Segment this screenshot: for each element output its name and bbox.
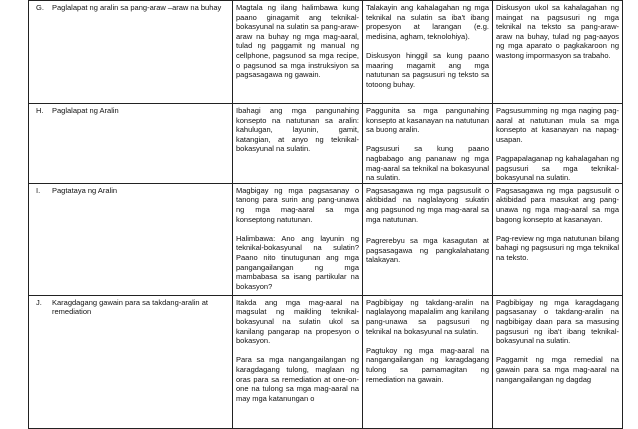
row-label: Karagdagang gawain para sa takdang-aralin at remediation <box>52 297 208 317</box>
cell-paragraph: Magtala ng ilang halimbawa kung paano ginagamit ang teknikal-bokasyunal na sulatin sa pang-araw-araw na buhay ng mga mag-aaral, tulad ng paggamit ng manual ng cellphone, pagsunod sa mga recipe, o pagsunod sa mga instruksiyon sa pagsasagawa ng gawain. <box>236 3 359 80</box>
row-label: Paglalapat ng Aralin <box>52 106 119 115</box>
cell-paragraph: Pagsusumming ng mga naging pag-aaral at natutunan mula sa mga konsepto at kasanayan na napag-usapan. <box>496 106 619 144</box>
lesson-plan-table <box>28 0 623 429</box>
row-label: Pagtataya ng Aralin <box>52 185 118 195</box>
cell-paragraph: Pagsasagawa ng mga pagsusulit o aktibidad na naglalayong sukatin ang pagsunod ng mga mag-aaral sa mga natutunan. <box>366 185 489 224</box>
table-cell <box>363 183 493 295</box>
cell-paragraph: Pagsusuri sa kung paano nagbabago ang pananaw ng mga mag-aaral sa teknikal na bokasyunal na sulatin. <box>366 144 489 183</box>
table-cell <box>363 1 493 104</box>
table-cell <box>233 183 363 295</box>
table-row <box>29 295 623 428</box>
cell-paragraph: Pagbibigay ng takdang-aralin na naglalayong mapalalim ang kanilang pang-unawa sa pagsusuri ng teknikal na bokasyunal na sulatin. <box>366 297 489 336</box>
table-row <box>29 104 623 184</box>
row-label-cell <box>29 295 233 428</box>
row-label-cell <box>29 104 233 184</box>
cell-paragraph: Pagsasagawa ng mga pagsusulit o aktibidad para masukat ang pang-unawa ng mga mag-aaral sa mga bagong konsepto at kasanayan. <box>496 185 619 224</box>
table-cell <box>233 104 363 184</box>
cell-paragraph: Pagtukoy ng mga mag-aaral na nangangailangan ng karagdagang tulong sa pamamagitan ng remediation na gawain. <box>366 345 489 384</box>
table-cell <box>493 104 623 184</box>
row-marker: G. <box>36 3 44 12</box>
table-cell <box>493 295 623 428</box>
cell-paragraph: Ibahagi ang mga pangunahing konsepto na natutunan sa aralin: kahulugan, layunin, gamit, katangian, at anyo ng teknikal-bokasyunal na sulatin. <box>236 106 359 154</box>
cell-paragraph: Itakda ang mga mag-aaral na magsulat ng maikling teknikal-bokasyunal na sulatin ukol sa kanilang pangarap na propesyon o bokasyon. <box>236 297 359 346</box>
row-marker: I. <box>36 185 41 195</box>
cell-paragraph: Pagrerebyu sa mga kasagutan at pagsasagawa ng pangkalahatang talakayan. <box>366 236 489 265</box>
cell-paragraph: Pag-review ng mga natutunan bilang bahagi ng pagsusuri ng mga teknikal na teksto. <box>496 233 619 262</box>
table-cell <box>493 1 623 104</box>
cell-paragraph: Halimbawa: Ano ang layunin ng teknikal-bokasyunal na sulatin? Paano nito tinutugunan ang mga pangangailangan ng mga mambabasa sa isang partikular na bokasyon? <box>236 233 359 291</box>
row-label: Paglalapat ng aralin sa pang-araw –araw na buhay <box>52 3 222 12</box>
table-cell <box>363 104 493 184</box>
cell-paragraph: Paggunita sa mga pangunahing konsepto at kasanayan na natutunan sa buong aralin. <box>366 106 490 135</box>
row-marker: J. <box>36 297 42 307</box>
table-cell <box>233 295 363 428</box>
table-row <box>29 183 623 295</box>
row-label-cell <box>29 1 233 104</box>
cell-paragraph: Diskusyon hinggil sa kung paano maaring magamit ang mga natutunan sa pagsusuri ng teksto sa totoong buhay. <box>366 50 489 89</box>
cell-paragraph: Pagpapalaganap ng kahalagahan ng pagsusuri sa mga teknikal-bokasyunal na sulatin. <box>496 153 619 183</box>
table-row <box>29 1 623 104</box>
table-cell <box>363 295 493 428</box>
cell-paragraph: Magbigay ng mga pagsasanay o tanong para surin ang pang-unawa ng mga mag-aaral sa mga konseptong natutunan. <box>236 185 359 224</box>
cell-paragraph: Talakayin ang kahalagahan ng mga teknikal na sulatin sa iba't ibang propesyon at larangan (e.g. medisina, agham, teknolohiya). <box>366 3 489 41</box>
table-cell <box>493 183 623 295</box>
lesson-plan-sheet <box>28 0 622 429</box>
table-cell <box>233 1 363 104</box>
row-label-cell <box>29 183 233 295</box>
cell-paragraph: Diskusyon ukol sa kahalagahan ng maingat na pagsusuri ng mga teknikal na teksto sa pang-araw-araw na buhay, tulad ng pag-aayos ng mga aparato o pagkakaroon ng wastong impormasyon sa trabaho. <box>496 3 619 60</box>
cell-paragraph: Para sa mga nangangailangan ng karagdagang tulong, maglaan ng oras para sa remediation at one-on-one na tulong sa mga mag-aaral na may mga katanungan o <box>236 355 359 403</box>
cell-paragraph: Paggamit ng mga remedial na gawain para sa mga mag-aaral na nangangailangan ng dagdag <box>496 355 619 384</box>
row-marker: H. <box>36 106 44 115</box>
cell-paragraph: Pagbibigay ng mga karagdagang pagsasanay o takdang-aralin na nagbibigay daan para sa masusing pagsusuri ng iba't ibang teknikal-bokasyunal na sulatin. <box>496 297 619 346</box>
